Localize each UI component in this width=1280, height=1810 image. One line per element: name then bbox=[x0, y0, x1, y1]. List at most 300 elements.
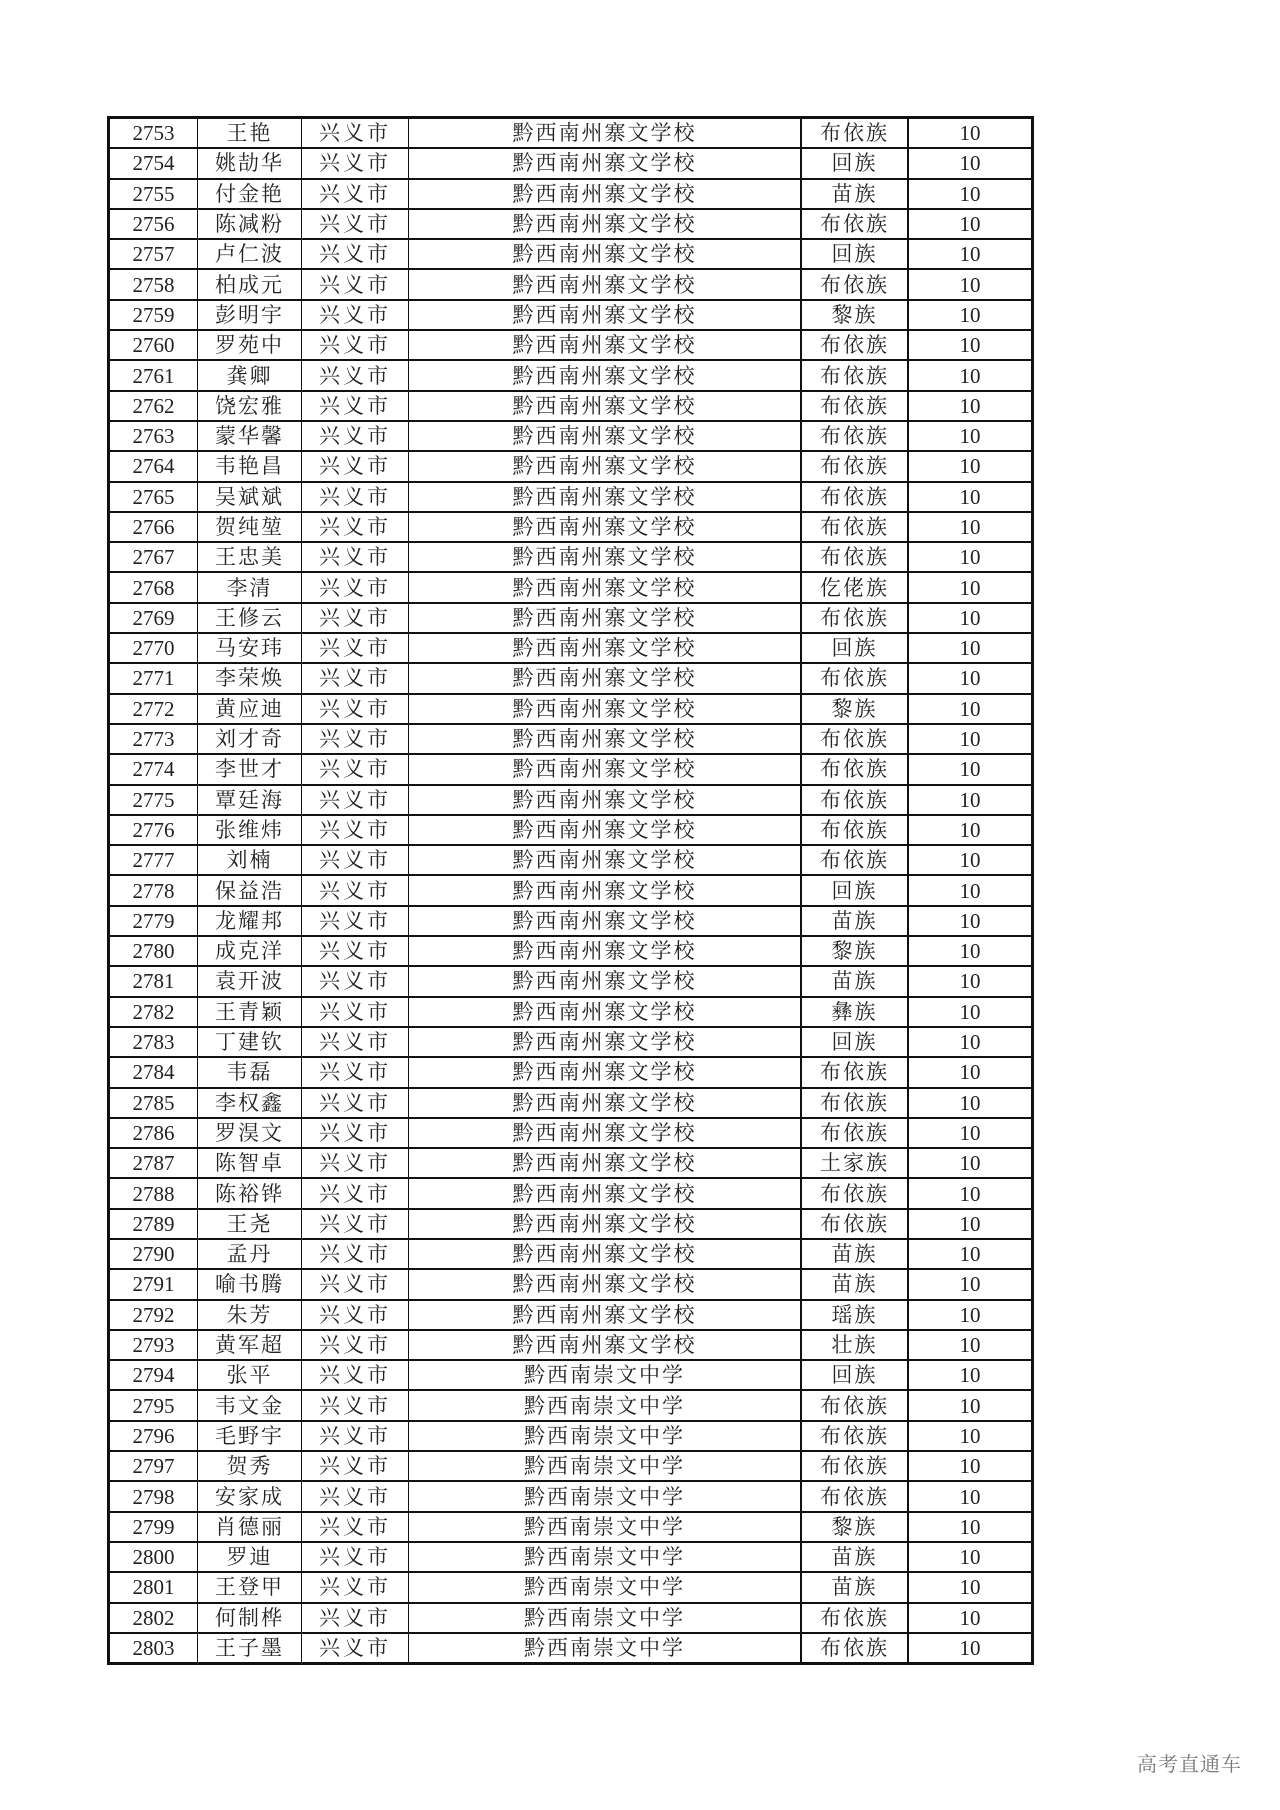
city-cell: 兴义市 bbox=[302, 391, 409, 421]
student-name-cell: 王子墨 bbox=[198, 1633, 302, 1664]
city-cell: 兴义市 bbox=[302, 875, 409, 905]
school-cell: 黔西南崇文中学 bbox=[409, 1451, 802, 1481]
score-cell: 10 bbox=[908, 1118, 1033, 1148]
score-cell: 10 bbox=[908, 269, 1033, 299]
city-cell: 兴义市 bbox=[302, 1633, 409, 1664]
school-cell: 黔西南州寨文学校 bbox=[409, 724, 802, 754]
table-row bbox=[109, 300, 1033, 330]
city-cell: 兴义市 bbox=[302, 239, 409, 269]
score-cell: 10 bbox=[908, 1269, 1033, 1299]
school-cell: 黔西南州寨文学校 bbox=[409, 148, 802, 178]
city-cell: 兴义市 bbox=[302, 1330, 409, 1360]
row-number-cell: 2780 bbox=[109, 936, 198, 966]
school-cell: 黔西南州寨文学校 bbox=[409, 936, 802, 966]
city-cell: 兴义市 bbox=[302, 148, 409, 178]
row-number-cell: 2753 bbox=[109, 118, 198, 149]
row-number-cell: 2765 bbox=[109, 482, 198, 512]
ethnicity-cell: 黎族 bbox=[801, 300, 908, 330]
student-name-cell: 刘才奇 bbox=[198, 724, 302, 754]
student-name-cell: 张平 bbox=[198, 1360, 302, 1390]
score-cell: 10 bbox=[908, 936, 1033, 966]
score-cell: 10 bbox=[908, 724, 1033, 754]
score-cell: 10 bbox=[908, 633, 1033, 663]
table-row bbox=[109, 572, 1033, 602]
ethnicity-cell: 布依族 bbox=[801, 1451, 908, 1481]
table-row bbox=[109, 966, 1033, 996]
table-row bbox=[109, 239, 1033, 269]
row-number-cell: 2795 bbox=[109, 1390, 198, 1420]
score-cell: 10 bbox=[908, 815, 1033, 845]
row-number-cell: 2773 bbox=[109, 724, 198, 754]
score-cell: 10 bbox=[908, 875, 1033, 905]
table-row bbox=[109, 148, 1033, 178]
score-cell: 10 bbox=[908, 512, 1033, 542]
student-name-cell: 李清 bbox=[198, 572, 302, 602]
row-number-cell: 2770 bbox=[109, 633, 198, 663]
school-cell: 黔西南州寨文学校 bbox=[409, 118, 802, 149]
student-name-cell: 何制桦 bbox=[198, 1603, 302, 1633]
row-number-cell: 2764 bbox=[109, 451, 198, 481]
score-cell: 10 bbox=[908, 997, 1033, 1027]
row-number-cell: 2787 bbox=[109, 1148, 198, 1178]
row-number-cell: 2775 bbox=[109, 785, 198, 815]
table-row bbox=[109, 360, 1033, 390]
ethnicity-cell: 布依族 bbox=[801, 542, 908, 572]
score-cell: 10 bbox=[908, 845, 1033, 875]
ethnicity-cell: 布依族 bbox=[801, 815, 908, 845]
row-number-cell: 2763 bbox=[109, 421, 198, 451]
row-number-cell: 2796 bbox=[109, 1421, 198, 1451]
student-name-cell: 李荣焕 bbox=[198, 663, 302, 693]
city-cell: 兴义市 bbox=[302, 1118, 409, 1148]
ethnicity-cell: 布依族 bbox=[801, 603, 908, 633]
student-name-cell: 陈智卓 bbox=[198, 1148, 302, 1178]
row-number-cell: 2785 bbox=[109, 1088, 198, 1118]
score-cell: 10 bbox=[908, 482, 1033, 512]
ethnicity-cell: 布依族 bbox=[801, 785, 908, 815]
student-name-cell: 黄应迪 bbox=[198, 694, 302, 724]
student-name-cell: 饶宏雅 bbox=[198, 391, 302, 421]
city-cell: 兴义市 bbox=[302, 542, 409, 572]
row-number-cell: 2790 bbox=[109, 1239, 198, 1269]
school-cell: 黔西南州寨文学校 bbox=[409, 663, 802, 693]
student-name-cell: 王青颖 bbox=[198, 997, 302, 1027]
student-name-cell: 刘楠 bbox=[198, 845, 302, 875]
score-cell: 10 bbox=[908, 1088, 1033, 1118]
ethnicity-cell: 苗族 bbox=[801, 179, 908, 209]
city-cell: 兴义市 bbox=[302, 118, 409, 149]
row-number-cell: 2794 bbox=[109, 1360, 198, 1390]
score-cell: 10 bbox=[908, 1178, 1033, 1208]
ethnicity-cell: 布依族 bbox=[801, 118, 908, 149]
row-number-cell: 2784 bbox=[109, 1057, 198, 1087]
student-name-cell: 成克洋 bbox=[198, 936, 302, 966]
table-row bbox=[109, 694, 1033, 724]
city-cell: 兴义市 bbox=[302, 1300, 409, 1330]
score-cell: 10 bbox=[908, 966, 1033, 996]
school-cell: 黔西南州寨文学校 bbox=[409, 451, 802, 481]
city-cell: 兴义市 bbox=[302, 512, 409, 542]
table-row bbox=[109, 997, 1033, 1027]
ethnicity-cell: 苗族 bbox=[801, 1542, 908, 1572]
school-cell: 黔西南崇文中学 bbox=[409, 1390, 802, 1420]
table-row bbox=[109, 603, 1033, 633]
row-number-cell: 2756 bbox=[109, 209, 198, 239]
table-row bbox=[109, 633, 1033, 663]
table-row bbox=[109, 936, 1033, 966]
score-cell: 10 bbox=[908, 209, 1033, 239]
ethnicity-cell: 布依族 bbox=[801, 1057, 908, 1087]
city-cell: 兴义市 bbox=[302, 1148, 409, 1178]
city-cell: 兴义市 bbox=[302, 663, 409, 693]
school-cell: 黔西南州寨文学校 bbox=[409, 330, 802, 360]
row-number-cell: 2755 bbox=[109, 179, 198, 209]
school-cell: 黔西南州寨文学校 bbox=[409, 845, 802, 875]
table-row bbox=[109, 1512, 1033, 1542]
student-name-cell: 黄军超 bbox=[198, 1330, 302, 1360]
table-row bbox=[109, 663, 1033, 693]
row-number-cell: 2798 bbox=[109, 1481, 198, 1511]
ethnicity-cell: 壮族 bbox=[801, 1330, 908, 1360]
school-cell: 黔西南崇文中学 bbox=[409, 1481, 802, 1511]
row-number-cell: 2758 bbox=[109, 269, 198, 299]
ethnicity-cell: 彝族 bbox=[801, 997, 908, 1027]
row-number-cell: 2778 bbox=[109, 875, 198, 905]
school-cell: 黔西南州寨文学校 bbox=[409, 1269, 802, 1299]
watermark: 高考直通车 bbox=[1137, 1752, 1242, 1776]
table-row bbox=[109, 542, 1033, 572]
row-number-cell: 2802 bbox=[109, 1603, 198, 1633]
row-number-cell: 2782 bbox=[109, 997, 198, 1027]
city-cell: 兴义市 bbox=[302, 1209, 409, 1239]
ethnicity-cell: 布依族 bbox=[801, 330, 908, 360]
row-number-cell: 2801 bbox=[109, 1572, 198, 1602]
student-name-cell: 卢仁波 bbox=[198, 239, 302, 269]
table-row bbox=[109, 118, 1033, 149]
ethnicity-cell: 布依族 bbox=[801, 1209, 908, 1239]
ethnicity-cell: 布依族 bbox=[801, 269, 908, 299]
student-name-cell: 毛野宇 bbox=[198, 1421, 302, 1451]
school-cell: 黔西南崇文中学 bbox=[409, 1512, 802, 1542]
score-cell: 10 bbox=[908, 754, 1033, 784]
table-row bbox=[109, 391, 1033, 421]
table-row bbox=[109, 724, 1033, 754]
table-row bbox=[109, 845, 1033, 875]
student-name-cell: 龚卿 bbox=[198, 360, 302, 390]
student-name-cell: 彭明宇 bbox=[198, 300, 302, 330]
city-cell: 兴义市 bbox=[302, 633, 409, 663]
ethnicity-cell: 布依族 bbox=[801, 482, 908, 512]
row-number-cell: 2788 bbox=[109, 1178, 198, 1208]
student-name-cell: 吴斌斌 bbox=[198, 482, 302, 512]
ethnicity-cell: 回族 bbox=[801, 1027, 908, 1057]
student-name-cell: 丁建钦 bbox=[198, 1027, 302, 1057]
table-row bbox=[109, 1360, 1033, 1390]
school-cell: 黔西南州寨文学校 bbox=[409, 391, 802, 421]
row-number-cell: 2781 bbox=[109, 966, 198, 996]
student-name-cell: 贺秀 bbox=[198, 1451, 302, 1481]
table-row bbox=[109, 1633, 1033, 1664]
student-name-cell: 安家成 bbox=[198, 1481, 302, 1511]
city-cell: 兴义市 bbox=[302, 1390, 409, 1420]
school-cell: 黔西南崇文中学 bbox=[409, 1421, 802, 1451]
school-cell: 黔西南州寨文学校 bbox=[409, 179, 802, 209]
score-cell: 10 bbox=[908, 572, 1033, 602]
student-name-cell: 覃廷海 bbox=[198, 785, 302, 815]
student-name-cell: 王登甲 bbox=[198, 1572, 302, 1602]
table-row bbox=[109, 421, 1033, 451]
student-name-cell: 陈裕铧 bbox=[198, 1178, 302, 1208]
score-cell: 10 bbox=[908, 1239, 1033, 1269]
score-cell: 10 bbox=[908, 1633, 1033, 1664]
ethnicity-cell: 布依族 bbox=[801, 1178, 908, 1208]
school-cell: 黔西南州寨文学校 bbox=[409, 1118, 802, 1148]
city-cell: 兴义市 bbox=[302, 572, 409, 602]
school-cell: 黔西南州寨文学校 bbox=[409, 269, 802, 299]
school-cell: 黔西南州寨文学校 bbox=[409, 1027, 802, 1057]
city-cell: 兴义市 bbox=[302, 1421, 409, 1451]
score-cell: 10 bbox=[908, 603, 1033, 633]
score-cell: 10 bbox=[908, 694, 1033, 724]
table-body bbox=[109, 118, 1033, 1664]
ethnicity-cell: 苗族 bbox=[801, 966, 908, 996]
city-cell: 兴义市 bbox=[302, 845, 409, 875]
school-cell: 黔西南州寨文学校 bbox=[409, 209, 802, 239]
table-row bbox=[109, 1027, 1033, 1057]
table-row bbox=[109, 815, 1033, 845]
ethnicity-cell: 布依族 bbox=[801, 663, 908, 693]
student-name-cell: 张维炜 bbox=[198, 815, 302, 845]
score-cell: 10 bbox=[908, 1603, 1033, 1633]
school-cell: 黔西南州寨文学校 bbox=[409, 512, 802, 542]
score-cell: 10 bbox=[908, 330, 1033, 360]
city-cell: 兴义市 bbox=[302, 269, 409, 299]
score-cell: 10 bbox=[908, 360, 1033, 390]
score-cell: 10 bbox=[908, 118, 1033, 149]
student-name-cell: 保益浩 bbox=[198, 875, 302, 905]
table-row bbox=[109, 1209, 1033, 1239]
school-cell: 黔西南州寨文学校 bbox=[409, 572, 802, 602]
ethnicity-cell: 回族 bbox=[801, 1360, 908, 1390]
score-cell: 10 bbox=[908, 1390, 1033, 1420]
ethnicity-cell: 土家族 bbox=[801, 1148, 908, 1178]
school-cell: 黔西南州寨文学校 bbox=[409, 997, 802, 1027]
city-cell: 兴义市 bbox=[302, 1512, 409, 1542]
score-cell: 10 bbox=[908, 1572, 1033, 1602]
school-cell: 黔西南州寨文学校 bbox=[409, 1088, 802, 1118]
table-row bbox=[109, 1390, 1033, 1420]
ethnicity-cell: 黎族 bbox=[801, 936, 908, 966]
table-row bbox=[109, 785, 1033, 815]
table-row bbox=[109, 1421, 1033, 1451]
school-cell: 黔西南州寨文学校 bbox=[409, 300, 802, 330]
school-cell: 黔西南州寨文学校 bbox=[409, 1057, 802, 1087]
table-row bbox=[109, 906, 1033, 936]
student-name-cell: 姚劼华 bbox=[198, 148, 302, 178]
ethnicity-cell: 布依族 bbox=[801, 845, 908, 875]
row-number-cell: 2762 bbox=[109, 391, 198, 421]
school-cell: 黔西南州寨文学校 bbox=[409, 815, 802, 845]
row-number-cell: 2783 bbox=[109, 1027, 198, 1057]
table-row bbox=[109, 1330, 1033, 1360]
student-name-cell: 韦磊 bbox=[198, 1057, 302, 1087]
table-row bbox=[109, 512, 1033, 542]
score-cell: 10 bbox=[908, 1300, 1033, 1330]
ethnicity-cell: 布依族 bbox=[801, 1421, 908, 1451]
score-cell: 10 bbox=[908, 421, 1033, 451]
ethnicity-cell: 布依族 bbox=[801, 360, 908, 390]
school-cell: 黔西南州寨文学校 bbox=[409, 633, 802, 663]
school-cell: 黔西南崇文中学 bbox=[409, 1633, 802, 1664]
score-cell: 10 bbox=[908, 391, 1033, 421]
ethnicity-cell: 布依族 bbox=[801, 1088, 908, 1118]
table-row bbox=[109, 1118, 1033, 1148]
row-number-cell: 2800 bbox=[109, 1542, 198, 1572]
row-number-cell: 2766 bbox=[109, 512, 198, 542]
row-number-cell: 2793 bbox=[109, 1330, 198, 1360]
table-row bbox=[109, 1572, 1033, 1602]
row-number-cell: 2797 bbox=[109, 1451, 198, 1481]
school-cell: 黔西南州寨文学校 bbox=[409, 1300, 802, 1330]
ethnicity-cell: 布依族 bbox=[801, 512, 908, 542]
row-number-cell: 2776 bbox=[109, 815, 198, 845]
school-cell: 黔西南崇文中学 bbox=[409, 1360, 802, 1390]
city-cell: 兴义市 bbox=[302, 1027, 409, 1057]
ethnicity-cell: 仡佬族 bbox=[801, 572, 908, 602]
score-cell: 10 bbox=[908, 1451, 1033, 1481]
city-cell: 兴义市 bbox=[302, 421, 409, 451]
city-cell: 兴义市 bbox=[302, 754, 409, 784]
row-number-cell: 2803 bbox=[109, 1633, 198, 1664]
student-name-cell: 罗迪 bbox=[198, 1542, 302, 1572]
school-cell: 黔西南崇文中学 bbox=[409, 1572, 802, 1602]
city-cell: 兴义市 bbox=[302, 997, 409, 1027]
score-cell: 10 bbox=[908, 1027, 1033, 1057]
school-cell: 黔西南崇文中学 bbox=[409, 1542, 802, 1572]
school-cell: 黔西南州寨文学校 bbox=[409, 1239, 802, 1269]
ethnicity-cell: 布依族 bbox=[801, 421, 908, 451]
city-cell: 兴义市 bbox=[302, 785, 409, 815]
city-cell: 兴义市 bbox=[302, 360, 409, 390]
ethnicity-cell: 苗族 bbox=[801, 1239, 908, 1269]
row-number-cell: 2792 bbox=[109, 1300, 198, 1330]
row-number-cell: 2791 bbox=[109, 1269, 198, 1299]
ethnicity-cell: 苗族 bbox=[801, 1572, 908, 1602]
table-row bbox=[109, 209, 1033, 239]
table-row bbox=[109, 1603, 1033, 1633]
table-row bbox=[109, 875, 1033, 905]
student-name-cell: 马安玮 bbox=[198, 633, 302, 663]
school-cell: 黔西南州寨文学校 bbox=[409, 906, 802, 936]
student-name-cell: 王艳 bbox=[198, 118, 302, 149]
city-cell: 兴义市 bbox=[302, 209, 409, 239]
ethnicity-cell: 黎族 bbox=[801, 694, 908, 724]
city-cell: 兴义市 bbox=[302, 1088, 409, 1118]
city-cell: 兴义市 bbox=[302, 1481, 409, 1511]
score-cell: 10 bbox=[908, 1360, 1033, 1390]
ethnicity-cell: 苗族 bbox=[801, 906, 908, 936]
table-row bbox=[109, 1451, 1033, 1481]
score-cell: 10 bbox=[908, 1421, 1033, 1451]
table-row bbox=[109, 330, 1033, 360]
student-name-cell: 李世才 bbox=[198, 754, 302, 784]
row-number-cell: 2789 bbox=[109, 1209, 198, 1239]
school-cell: 黔西南州寨文学校 bbox=[409, 1178, 802, 1208]
student-name-cell: 肖德丽 bbox=[198, 1512, 302, 1542]
score-cell: 10 bbox=[908, 1512, 1033, 1542]
table-row bbox=[109, 1481, 1033, 1511]
table-row bbox=[109, 1088, 1033, 1118]
ethnicity-cell: 回族 bbox=[801, 633, 908, 663]
ethnicity-cell: 回族 bbox=[801, 239, 908, 269]
city-cell: 兴义市 bbox=[302, 1057, 409, 1087]
city-cell: 兴义市 bbox=[302, 1239, 409, 1269]
city-cell: 兴义市 bbox=[302, 330, 409, 360]
city-cell: 兴义市 bbox=[302, 1360, 409, 1390]
student-name-cell: 罗淏文 bbox=[198, 1118, 302, 1148]
score-cell: 10 bbox=[908, 663, 1033, 693]
ethnicity-cell: 布依族 bbox=[801, 1633, 908, 1664]
student-name-cell: 朱芳 bbox=[198, 1300, 302, 1330]
score-cell: 10 bbox=[908, 300, 1033, 330]
score-cell: 10 bbox=[908, 785, 1033, 815]
school-cell: 黔西南州寨文学校 bbox=[409, 603, 802, 633]
ethnicity-cell: 布依族 bbox=[801, 754, 908, 784]
student-name-cell: 王尧 bbox=[198, 1209, 302, 1239]
ethnicity-cell: 布依族 bbox=[801, 1390, 908, 1420]
ethnicity-cell: 布依族 bbox=[801, 1603, 908, 1633]
score-cell: 10 bbox=[908, 1148, 1033, 1178]
city-cell: 兴义市 bbox=[302, 1603, 409, 1633]
table-row bbox=[109, 1239, 1033, 1269]
row-number-cell: 2761 bbox=[109, 360, 198, 390]
row-number-cell: 2777 bbox=[109, 845, 198, 875]
student-name-cell: 蒙华馨 bbox=[198, 421, 302, 451]
row-number-cell: 2774 bbox=[109, 754, 198, 784]
school-cell: 黔西南崇文中学 bbox=[409, 1603, 802, 1633]
student-name-cell: 王修云 bbox=[198, 603, 302, 633]
school-cell: 黔西南州寨文学校 bbox=[409, 360, 802, 390]
ethnicity-cell: 布依族 bbox=[801, 451, 908, 481]
score-cell: 10 bbox=[908, 1481, 1033, 1511]
student-list-table bbox=[107, 116, 1034, 1665]
school-cell: 黔西南州寨文学校 bbox=[409, 875, 802, 905]
row-number-cell: 2786 bbox=[109, 1118, 198, 1148]
school-cell: 黔西南州寨文学校 bbox=[409, 785, 802, 815]
school-cell: 黔西南州寨文学校 bbox=[409, 694, 802, 724]
score-cell: 10 bbox=[908, 1057, 1033, 1087]
city-cell: 兴义市 bbox=[302, 694, 409, 724]
city-cell: 兴义市 bbox=[302, 815, 409, 845]
table-row bbox=[109, 1300, 1033, 1330]
student-name-cell: 韦文金 bbox=[198, 1390, 302, 1420]
ethnicity-cell: 瑶族 bbox=[801, 1300, 908, 1330]
table-row bbox=[109, 179, 1033, 209]
table-row bbox=[109, 451, 1033, 481]
city-cell: 兴义市 bbox=[302, 1269, 409, 1299]
row-number-cell: 2754 bbox=[109, 148, 198, 178]
row-number-cell: 2757 bbox=[109, 239, 198, 269]
city-cell: 兴义市 bbox=[302, 724, 409, 754]
city-cell: 兴义市 bbox=[302, 451, 409, 481]
city-cell: 兴义市 bbox=[302, 1572, 409, 1602]
school-cell: 黔西南州寨文学校 bbox=[409, 1330, 802, 1360]
student-name-cell: 李权鑫 bbox=[198, 1088, 302, 1118]
row-number-cell: 2771 bbox=[109, 663, 198, 693]
table-row bbox=[109, 1057, 1033, 1087]
table-row bbox=[109, 482, 1033, 512]
score-cell: 10 bbox=[908, 239, 1033, 269]
